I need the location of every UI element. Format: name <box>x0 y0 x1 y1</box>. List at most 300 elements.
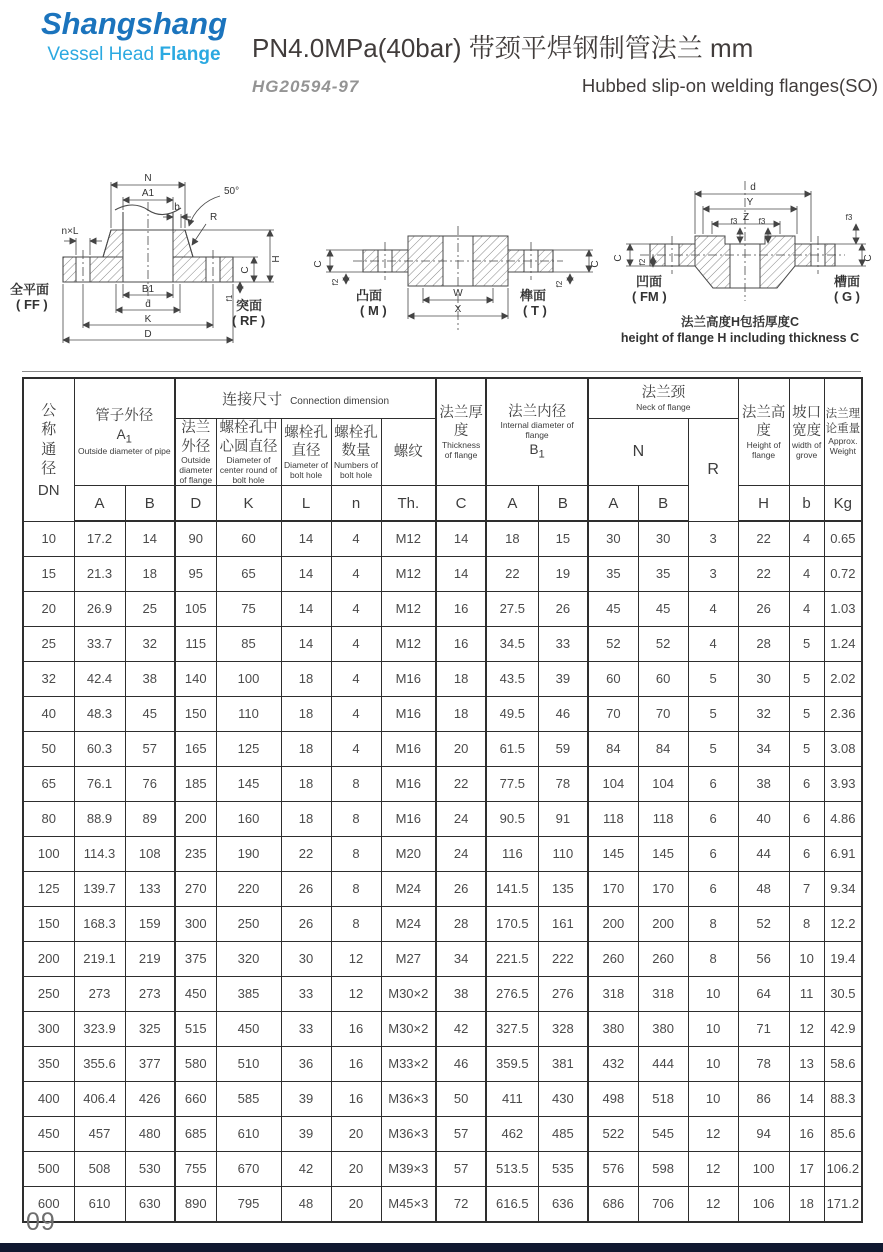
cell: 510 <box>216 1047 281 1082</box>
cell: 430 <box>538 1082 588 1117</box>
cell: 71 <box>738 1012 789 1047</box>
cell: 61.5 <box>486 732 538 767</box>
cell: 125 <box>23 872 74 907</box>
cell: 4 <box>789 557 824 592</box>
cell: 33.7 <box>74 627 125 662</box>
cell: 15 <box>23 557 74 592</box>
cell: 380 <box>638 1012 688 1047</box>
cell: M20 <box>381 837 436 872</box>
cell: 19 <box>538 557 588 592</box>
cell: 77.5 <box>486 767 538 802</box>
cell: M12 <box>381 592 436 627</box>
face-label-g-cn: 槽面 <box>834 274 861 289</box>
col-header-flange-od: 法兰外径 Outside diameter of flange <box>175 419 216 486</box>
cell: 457 <box>74 1117 125 1152</box>
company-logo <box>34 6 234 66</box>
cell: 18 <box>281 767 331 802</box>
cell: 85 <box>216 627 281 662</box>
cell: 260 <box>588 942 638 977</box>
cell: 70 <box>638 697 688 732</box>
cell: 1.03 <box>824 592 862 627</box>
cell: 18 <box>281 802 331 837</box>
cell: 48 <box>738 872 789 907</box>
cell: 8 <box>789 907 824 942</box>
dim-label-X: X <box>454 304 462 315</box>
col-header-weight: 法兰理论重量 Approx. Weight <box>824 378 862 486</box>
cell: 4 <box>789 521 824 557</box>
cell: 76.1 <box>74 767 125 802</box>
cell: M45×3 <box>381 1187 436 1223</box>
cell: 14 <box>281 592 331 627</box>
cell: 38 <box>436 977 486 1012</box>
cell: 14 <box>125 521 175 557</box>
cell: 171.2 <box>824 1187 862 1223</box>
cell: 60 <box>588 662 638 697</box>
drawing-caption-cn: 法兰高度H包括厚度C <box>680 315 800 329</box>
dim-label-f2-left: f2 <box>331 278 340 286</box>
cell: 200 <box>638 907 688 942</box>
cell: 145 <box>588 837 638 872</box>
cell: 118 <box>638 802 688 837</box>
cell: 39 <box>281 1117 331 1152</box>
drawing-caption-en: height of flange H including thickness C <box>620 331 860 345</box>
cell: 5 <box>789 697 824 732</box>
col-header-bolt-number: 螺栓孔数量 Numbers of bolt hole <box>331 419 381 486</box>
cell: 12 <box>688 1117 738 1152</box>
cell: 485 <box>538 1117 588 1152</box>
cell: 4 <box>331 732 381 767</box>
cell: 43.5 <box>486 662 538 697</box>
cell: 6 <box>789 767 824 802</box>
cell: 45 <box>588 592 638 627</box>
cell: 52 <box>638 627 688 662</box>
cell: 580 <box>175 1047 216 1082</box>
cell: 145 <box>638 837 688 872</box>
cell: 140 <box>175 662 216 697</box>
cell: 4 <box>688 592 738 627</box>
table-row <box>23 732 862 767</box>
col-header-height: 法兰高度 Height of flange <box>738 378 789 486</box>
cell: 170 <box>638 872 688 907</box>
letter-cell: Th. <box>381 486 436 522</box>
cell: 22 <box>436 767 486 802</box>
face-label-m-cn: 凸面 <box>356 288 383 303</box>
cell: 26 <box>538 592 588 627</box>
cell: 10 <box>688 977 738 1012</box>
cell: 32 <box>738 697 789 732</box>
cell: 480 <box>125 1117 175 1152</box>
cell: 114.3 <box>74 837 125 872</box>
cell: 2.02 <box>824 662 862 697</box>
cell: 10 <box>789 942 824 977</box>
cell: 14 <box>436 521 486 557</box>
cell: 70 <box>588 697 638 732</box>
cell: 60 <box>216 521 281 557</box>
cell: 40 <box>738 802 789 837</box>
cell: 12 <box>688 1152 738 1187</box>
cell: 42.9 <box>824 1012 862 1047</box>
cell: 325 <box>125 1012 175 1047</box>
cell: 125 <box>216 732 281 767</box>
cell: 34 <box>436 942 486 977</box>
table-row <box>23 977 862 1012</box>
logo-tagline: Vessel Head Flange <box>47 44 221 65</box>
letter-cell: Kg <box>824 486 862 522</box>
drawing-flange-ff-rf <box>8 152 308 352</box>
cell: 4 <box>331 662 381 697</box>
cell: 0.72 <box>824 557 862 592</box>
cell: 200 <box>23 942 74 977</box>
cell: 375 <box>175 942 216 977</box>
cell: 235 <box>175 837 216 872</box>
cell: M16 <box>381 732 436 767</box>
cell: 10 <box>688 1012 738 1047</box>
cell: 104 <box>588 767 638 802</box>
drawing-flange-m-t <box>308 198 603 348</box>
cell: M30×2 <box>381 977 436 1012</box>
cell: 598 <box>638 1152 688 1187</box>
cell: M16 <box>381 697 436 732</box>
cell: 576 <box>588 1152 638 1187</box>
cell: 91 <box>538 802 588 837</box>
dim-label-N: N <box>144 173 152 184</box>
cell: 150 <box>175 697 216 732</box>
cell: 159 <box>125 907 175 942</box>
cell: M16 <box>381 767 436 802</box>
cell: 400 <box>23 1082 74 1117</box>
cell: 35 <box>638 557 688 592</box>
col-header-neck-n: N <box>588 419 688 486</box>
cell: 300 <box>23 1012 74 1047</box>
cell: 18 <box>436 697 486 732</box>
cell: 5 <box>688 697 738 732</box>
cell: 6 <box>789 802 824 837</box>
cell: 33 <box>281 977 331 1012</box>
cell: 16 <box>331 1012 381 1047</box>
cell: 38 <box>125 662 175 697</box>
cell: 600 <box>23 1187 74 1223</box>
cell: M24 <box>381 872 436 907</box>
cell: 133 <box>125 872 175 907</box>
cell: 36 <box>281 1047 331 1082</box>
cell: 24 <box>436 802 486 837</box>
col-header-dn: 公称通径 DN <box>23 378 74 521</box>
cell: 26.9 <box>74 592 125 627</box>
cell: 16 <box>436 592 486 627</box>
cell: 450 <box>23 1117 74 1152</box>
cell: 30 <box>281 942 331 977</box>
cell: 221.5 <box>486 942 538 977</box>
cell: 72 <box>436 1187 486 1223</box>
dim-label-angle: 50° <box>224 186 240 197</box>
cell: 8 <box>331 802 381 837</box>
cell: 39 <box>281 1082 331 1117</box>
cell: 8 <box>331 907 381 942</box>
cell: 170.5 <box>486 907 538 942</box>
dim-label-f3a: f3 <box>730 217 738 226</box>
cell: 380 <box>588 1012 638 1047</box>
cell: 58.6 <box>824 1047 862 1082</box>
divider-rule <box>22 371 861 372</box>
cell: 19.4 <box>824 942 862 977</box>
cell: 276 <box>538 977 588 1012</box>
cell: 20 <box>331 1187 381 1223</box>
cell: 17.2 <box>74 521 125 557</box>
title-row2 <box>252 75 878 97</box>
cell: 1.24 <box>824 627 862 662</box>
drawing-flange-fm-g <box>600 166 880 361</box>
cell: 185 <box>175 767 216 802</box>
cell: 84 <box>638 732 688 767</box>
cell: 52 <box>738 907 789 942</box>
dim-label-D: D <box>144 329 152 340</box>
table-body <box>23 521 862 1222</box>
dim-label-H: H <box>271 255 282 263</box>
cell: 64 <box>738 977 789 1012</box>
cell: 300 <box>175 907 216 942</box>
cell: 5 <box>688 662 738 697</box>
table-row <box>23 1047 862 1082</box>
cell: 110 <box>216 697 281 732</box>
cell: 385 <box>216 977 281 1012</box>
cell: 161 <box>538 907 588 942</box>
dim-label-c-right: C <box>863 254 874 262</box>
cell: 20 <box>331 1152 381 1187</box>
cell: 33 <box>281 1012 331 1047</box>
cell: 10 <box>688 1082 738 1117</box>
cell: 20 <box>331 1117 381 1152</box>
dim-label-f1: f1 <box>225 294 234 302</box>
cell: 100 <box>216 662 281 697</box>
cell: 18 <box>281 662 331 697</box>
cell: 141.5 <box>486 872 538 907</box>
cell: M16 <box>381 662 436 697</box>
cell: 12 <box>789 1012 824 1047</box>
cell: 5 <box>789 732 824 767</box>
cell: 85.6 <box>824 1117 862 1152</box>
cell: 76 <box>125 767 175 802</box>
cell: 28 <box>738 627 789 662</box>
face-label-rf-en: ( RF ) <box>232 313 266 328</box>
cell: 273 <box>125 977 175 1012</box>
cell: 12 <box>688 1187 738 1223</box>
cell: 170 <box>588 872 638 907</box>
dim-label-R: R <box>210 212 218 223</box>
cell: 35 <box>588 557 638 592</box>
cell: 110 <box>538 837 588 872</box>
dim-label-K: K <box>144 314 152 325</box>
cell: 22 <box>281 837 331 872</box>
letter-cell: n <box>331 486 381 522</box>
cell: 30 <box>638 521 688 557</box>
cell: 34 <box>738 732 789 767</box>
cell: 150 <box>23 907 74 942</box>
table-row <box>23 872 862 907</box>
letter-cell: L <box>281 486 331 522</box>
cell: 610 <box>74 1187 125 1223</box>
cell: 450 <box>216 1012 281 1047</box>
cell: 115 <box>175 627 216 662</box>
letter-cell: H <box>738 486 789 522</box>
cell: 3.93 <box>824 767 862 802</box>
cell: 14 <box>436 557 486 592</box>
cell: 42 <box>281 1152 331 1187</box>
cell: 57 <box>436 1152 486 1187</box>
cell: 250 <box>23 977 74 1012</box>
cell: 21.3 <box>74 557 125 592</box>
cell: 685 <box>175 1117 216 1152</box>
cell: 90 <box>175 521 216 557</box>
cell: 660 <box>175 1082 216 1117</box>
cell: 46 <box>436 1047 486 1082</box>
cell: M30×2 <box>381 1012 436 1047</box>
cell: 105 <box>175 592 216 627</box>
cell: 670 <box>216 1152 281 1187</box>
cell: 4 <box>331 521 381 557</box>
page-title: PN4.0MPa(40bar) 带颈平焊钢制管法兰 mm <box>252 33 754 63</box>
dim-label-A1: A1 <box>141 188 155 199</box>
cell: 18 <box>281 732 331 767</box>
cell: M27 <box>381 942 436 977</box>
cell: 406.4 <box>74 1082 125 1117</box>
cell: 90.5 <box>486 802 538 837</box>
cell: 100 <box>738 1152 789 1187</box>
cell: 6 <box>688 802 738 837</box>
cell: 104 <box>638 767 688 802</box>
cell: 260 <box>638 942 688 977</box>
cell: M12 <box>381 627 436 662</box>
letter-cell: b <box>789 486 824 522</box>
cell: 6 <box>688 872 738 907</box>
table-row <box>23 1012 862 1047</box>
cell: 12 <box>331 942 381 977</box>
cell: 8 <box>688 907 738 942</box>
cell: 426 <box>125 1082 175 1117</box>
cell: 26 <box>738 592 789 627</box>
cell: 18 <box>436 662 486 697</box>
dim-label-f3b: f3 <box>758 217 766 226</box>
cell: 40 <box>23 697 74 732</box>
letter-cell: D <box>175 486 216 522</box>
cell: M36×3 <box>381 1082 436 1117</box>
cell: 377 <box>125 1047 175 1082</box>
cell: 630 <box>125 1187 175 1223</box>
cell: 250 <box>216 907 281 942</box>
table-row <box>23 837 862 872</box>
cell: 381 <box>538 1047 588 1082</box>
dim-label-f3c: f3 <box>845 213 853 222</box>
cell: 500 <box>23 1152 74 1187</box>
cell: 220 <box>216 872 281 907</box>
cell: 323.9 <box>74 1012 125 1047</box>
table-row <box>23 592 862 627</box>
cell: 25 <box>23 627 74 662</box>
col-header-pipe-od: 管子外径 $A_1$ Outside diameter of pipe <box>74 378 175 486</box>
face-label-rf-cn: 突面 <box>236 298 263 313</box>
dim-label-d: d <box>145 299 151 310</box>
cell: 22 <box>738 521 789 557</box>
col-header-neck-r: R <box>688 419 738 522</box>
cell: 46 <box>538 697 588 732</box>
cell: 0.65 <box>824 521 862 557</box>
cell: 45 <box>125 697 175 732</box>
cell: 636 <box>538 1187 588 1223</box>
cell: M39×3 <box>381 1152 436 1187</box>
cell: 200 <box>588 907 638 942</box>
cell: 545 <box>638 1117 688 1152</box>
col-header-bolt-hole: 螺栓孔直径 Diameter of bolt hole <box>281 419 331 486</box>
cell: 4 <box>331 697 381 732</box>
cell: 16 <box>331 1047 381 1082</box>
cell: 22 <box>738 557 789 592</box>
dim-label-c-right: C <box>590 260 601 268</box>
cell: 462 <box>486 1117 538 1152</box>
dim-label-c-left: C <box>613 254 624 262</box>
cell: 450 <box>175 977 216 1012</box>
cell: 15 <box>538 521 588 557</box>
dim-label-nxL: n×L <box>61 226 79 237</box>
letter-cell: B <box>125 486 175 522</box>
dim-label-W: W <box>453 288 463 299</box>
cell: 49.5 <box>486 697 538 732</box>
cell: 18 <box>281 697 331 732</box>
cell: 52 <box>588 627 638 662</box>
cell: 57 <box>125 732 175 767</box>
cell: 411 <box>486 1082 538 1117</box>
letter-cell: C <box>436 486 486 522</box>
cell: 444 <box>638 1047 688 1082</box>
cell: 10 <box>688 1047 738 1082</box>
cell: 22 <box>486 557 538 592</box>
bottom-bar <box>0 1243 883 1252</box>
cell: M24 <box>381 907 436 942</box>
cell: 18 <box>125 557 175 592</box>
cell: 522 <box>588 1117 638 1152</box>
cell: 890 <box>175 1187 216 1223</box>
face-label-fm-en: ( FM ) <box>632 289 667 304</box>
col-header-groove: 坡口宽度 width of grove <box>789 378 824 486</box>
cell: 30 <box>738 662 789 697</box>
cell: 585 <box>216 1082 281 1117</box>
table-row <box>23 662 862 697</box>
cell: 11 <box>789 977 824 1012</box>
cell: 38 <box>738 767 789 802</box>
dim-label-Y: Y <box>746 197 754 208</box>
cell: 498 <box>588 1082 638 1117</box>
cell: 100 <box>23 837 74 872</box>
cell: 6 <box>688 837 738 872</box>
cell: 16 <box>331 1082 381 1117</box>
cell: 14 <box>281 557 331 592</box>
cell: 686 <box>588 1187 638 1223</box>
cell: 14 <box>789 1082 824 1117</box>
cell: 8 <box>331 872 381 907</box>
cell: 160 <box>216 802 281 837</box>
cell: 190 <box>216 837 281 872</box>
cell: 6.91 <box>824 837 862 872</box>
cell: 65 <box>23 767 74 802</box>
face-label-ff-en: ( FF ) <box>16 297 48 312</box>
cell: 50 <box>436 1082 486 1117</box>
cell: 118 <box>588 802 638 837</box>
cell: 3 <box>688 521 738 557</box>
table-row <box>23 1117 862 1152</box>
face-label-fm-cn: 凹面 <box>636 274 663 289</box>
cell: 60.3 <box>74 732 125 767</box>
cell: 328 <box>538 1012 588 1047</box>
cell: 17 <box>789 1152 824 1187</box>
dim-label-Z: Z <box>742 212 750 223</box>
